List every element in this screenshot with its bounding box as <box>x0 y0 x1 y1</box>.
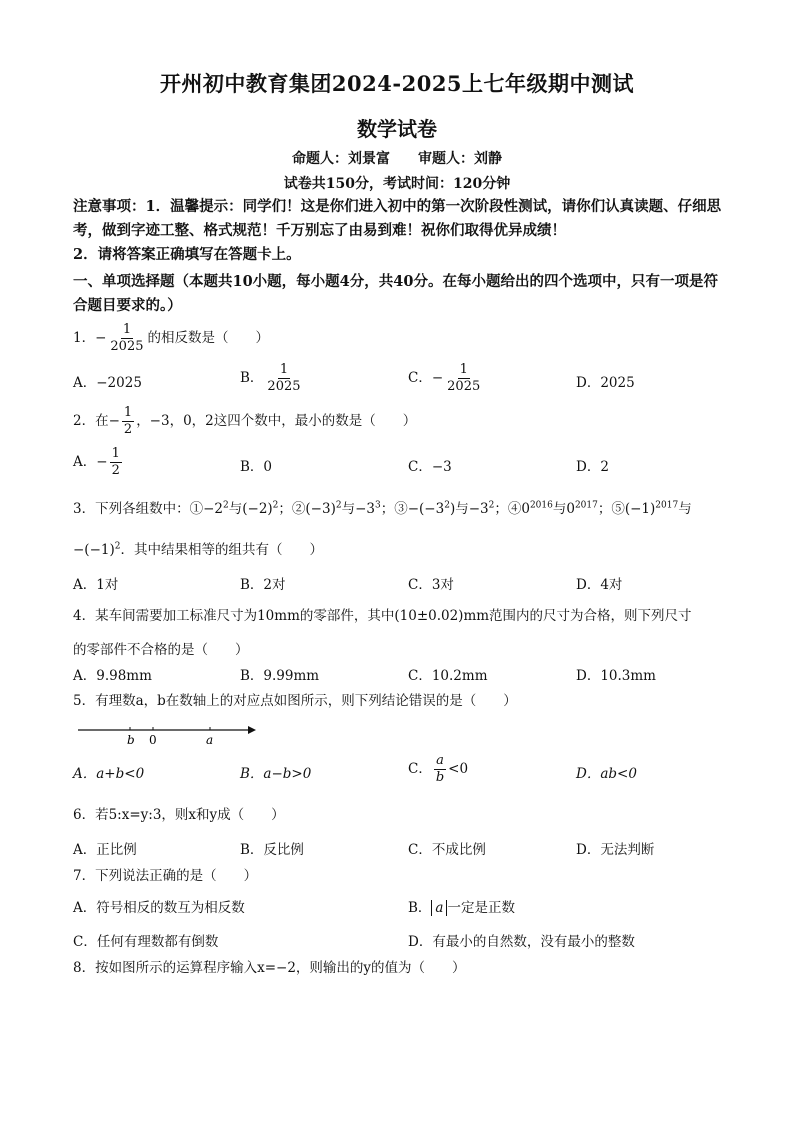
q6-option-b: B．反比例 <box>240 842 304 858</box>
question-1 <box>73 322 269 355</box>
q1-prefix: 1．− <box>73 330 107 346</box>
q1-option-b: B． $\frac{1}{2025}$ <box>240 362 301 394</box>
notes-line2: 2．请将答案正确填写在答题卡上。 <box>73 246 301 263</box>
q2-option-d: D．2 <box>576 459 609 475</box>
section1-heading: 一、单项选择题（本题共10小题，每小题4分，共40分。在每小题给出的四个选项中，只有一项是符合题目要求的。） <box>73 273 718 314</box>
q5-option-b: B．a−b>0 <box>240 766 312 782</box>
q1-option-c: C．− $\frac{1}{2025}$ <box>408 362 481 394</box>
q7-option-c: C．任何有理数都有倒数 <box>73 934 219 950</box>
q3-option-a: A．1对 <box>73 577 119 593</box>
question-2: 2．在− $\frac{1}{2}$ ，−3，0，2这四个数中，最小的数是（ ） <box>73 405 417 437</box>
label-a: a <box>206 733 214 747</box>
number-line-figure <box>78 718 258 748</box>
question-7: 7．下列说法正确的是（ ） <box>73 868 258 884</box>
q5-option-c: C． $\frac{a}{b}$ <0 <box>408 753 469 785</box>
exam-title: 开州初中教育集团2024-2025上七年级期中测试 <box>159 71 635 96</box>
number-line-arrow <box>248 726 256 734</box>
question-6: 6．若5:x=y:3，则x和y成（ ） <box>73 807 285 823</box>
q2-option-b: B．0 <box>240 459 273 475</box>
q1-suffix: 的相反数是（ ） <box>147 330 269 346</box>
q6-option-c: C．不成比例 <box>408 842 486 858</box>
question-3-line1: 3．下列各组数中：$①-2^2$与$(-2)^2$；$②(-3)^2$与$-3^3$；$③-(-3^2)$与$-3^2$；$④0^{2016}$与$0^{2017}$；$⑤(-1)^{2017}$与 <box>73 500 692 517</box>
q1-option-a: A．−2025 <box>73 375 142 391</box>
exam-info: 试卷共150分，考试时间：120分钟 <box>283 176 511 192</box>
q4-option-a: A．9.98mm <box>73 668 152 684</box>
notes-line1: 注意事项：1．温馨提示：同学们！这是你们进入初中的第一次阶段性测试，请你们认真读题、仔细思考，做到字迹工整、格式规范！千万别忘了由易到难！祝你们取得优异成绩！ <box>73 198 722 239</box>
q4-option-c: C．10.2mm <box>408 668 488 684</box>
question-4-line1: 4．某车间需要加工标准尺寸为10mm的零部件，其中(10±0.02)mm范围内的尺寸为合格，则下列尺寸 <box>73 608 692 624</box>
q3-option-c: C．3对 <box>408 577 454 593</box>
q4-option-b: B．9.99mm <box>240 668 320 684</box>
question-8: 8．按如图所示的运算程序输入x=−2，则输出的y的值为（ ） <box>73 960 466 976</box>
exam-subtitle: 数学试卷 <box>357 117 437 141</box>
exam-authors: 命题人：刘景富 审题人：刘静 <box>292 151 502 167</box>
question-4-line2: 的零部件不合格的是（ ） <box>73 642 249 658</box>
q6-option-d: D．无法判断 <box>576 842 655 858</box>
label-b: b <box>127 733 135 747</box>
q2-option-c: C．−3 <box>408 459 452 475</box>
q6-option-a: A．正比例 <box>73 842 137 858</box>
q3-option-b: B．2对 <box>240 577 286 593</box>
q5-option-a: A．a+b<0 <box>73 766 145 782</box>
q7-option-b: B． a 一定是正数 <box>408 900 515 916</box>
q7-option-a: A．符号相反的数互为相反数 <box>73 900 245 916</box>
q7-option-d: D．有最小的自然数，没有最小的整数 <box>408 934 635 950</box>
q1-option-d: D．2025 <box>576 375 635 391</box>
q1-fraction: $\frac{1}{2025}$ <box>110 322 144 354</box>
q4-option-d: D．10.3mm <box>576 668 656 684</box>
label-0: 0 <box>149 733 157 747</box>
q3-option-d: D．4对 <box>576 577 623 593</box>
q5-option-d: D．ab<0 <box>576 766 637 782</box>
q2-option-a: A．− $\frac{1}{2}$ <box>73 446 120 478</box>
question-3-line2: $-(-1)^2$．其中结果相等的组共有（ ） <box>73 541 323 558</box>
question-5: 5．有理数a，b在数轴上的对应点如图所示，则下列结论错误的是（ ） <box>73 693 517 709</box>
